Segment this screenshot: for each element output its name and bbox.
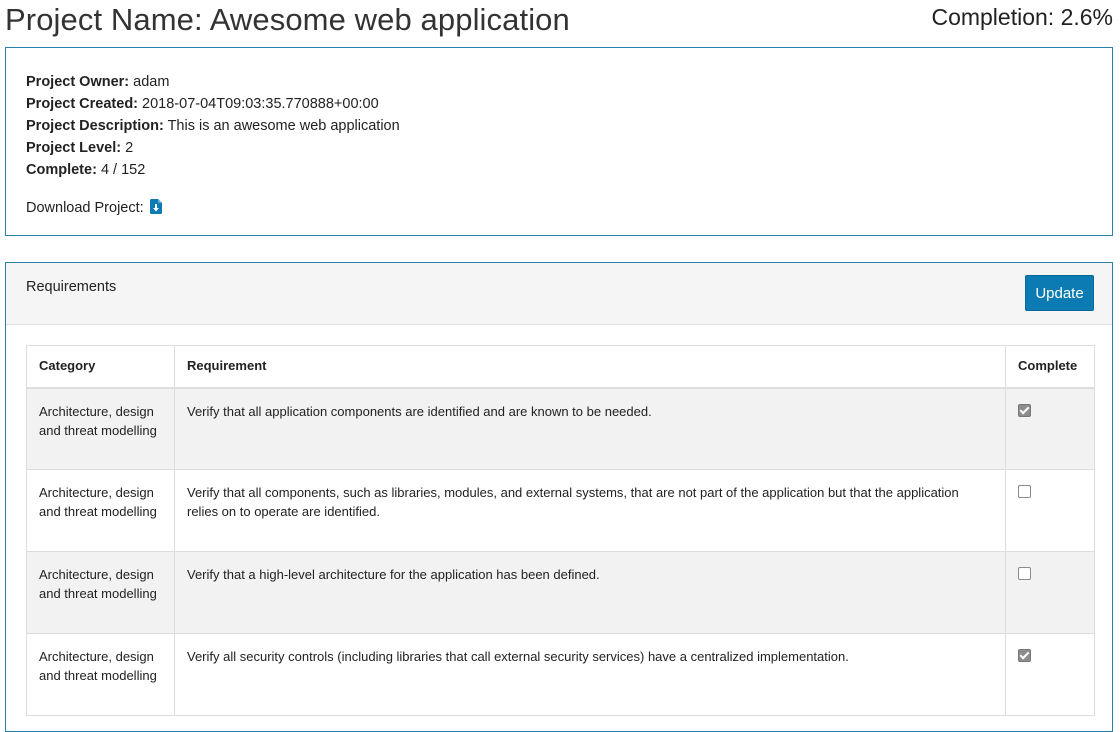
project-complete-label: Complete: bbox=[26, 162, 97, 178]
project-level-label: Project Level: bbox=[26, 140, 122, 156]
page-header bbox=[0, 0, 1120, 46]
column-header-category: Category bbox=[27, 346, 175, 388]
category-cell: Architecture, design and threat modelling bbox=[27, 470, 175, 552]
project-complete bbox=[26, 159, 1092, 181]
completion-percentage: Completion: 2.6% bbox=[931, 4, 1113, 30]
table-row bbox=[27, 634, 1095, 716]
project-created bbox=[26, 93, 1092, 115]
page-title: Project Name: Awesome web application bbox=[5, 2, 570, 37]
complete-checkbox[interactable] bbox=[1018, 485, 1031, 498]
column-header-complete: Complete bbox=[1006, 346, 1095, 388]
category-cell: Architecture, design and threat modelling bbox=[27, 388, 175, 470]
requirement-cell: Verify that all application components are identified and are known to be needed. bbox=[175, 388, 1006, 470]
download-project bbox=[26, 197, 1092, 219]
project-owner-label: Project Owner: bbox=[26, 74, 130, 90]
project-description-label: Project Description: bbox=[26, 118, 164, 134]
complete-checkbox[interactable] bbox=[1018, 649, 1031, 662]
file-download-icon[interactable] bbox=[150, 199, 162, 214]
project-owner bbox=[26, 71, 1092, 93]
complete-checkbox[interactable] bbox=[1018, 567, 1031, 580]
table-row bbox=[27, 388, 1095, 470]
project-created-label: Project Created: bbox=[26, 96, 139, 112]
table-header-row bbox=[27, 346, 1095, 388]
update-button[interactable]: Update bbox=[1025, 275, 1094, 311]
requirements-title: Requirements bbox=[26, 279, 117, 295]
project-created-value: 2018-07-04T09:03:35.770888+00:00 bbox=[142, 96, 379, 112]
project-owner-value: adam bbox=[133, 74, 170, 90]
complete-cell bbox=[1006, 470, 1095, 552]
requirements-table bbox=[26, 345, 1095, 716]
complete-checkbox[interactable] bbox=[1018, 404, 1031, 417]
requirements-heading bbox=[6, 263, 1112, 325]
complete-cell bbox=[1006, 634, 1095, 716]
complete-cell bbox=[1006, 552, 1095, 634]
project-description bbox=[26, 115, 1092, 137]
requirements-table-wrap bbox=[26, 345, 1095, 716]
complete-cell bbox=[1006, 388, 1095, 470]
project-complete-value: 4 / 152 bbox=[100, 162, 146, 178]
download-project-label: Download Project: bbox=[26, 200, 144, 216]
requirement-cell: Verify all security controls (including libraries that call external security services) have a centralized implementation. bbox=[175, 634, 1006, 716]
table-row bbox=[27, 552, 1095, 634]
requirement-cell: Verify that all components, such as libraries, modules, and external systems, that are not part of the application but that the application relies on to operate are identified. bbox=[175, 470, 1006, 552]
project-description-value: This is an awesome web application bbox=[167, 118, 400, 134]
table-row bbox=[27, 470, 1095, 552]
project-level-value: 2 bbox=[125, 140, 134, 156]
requirements-panel bbox=[5, 262, 1113, 732]
category-cell: Architecture, design and threat modelling bbox=[27, 552, 175, 634]
column-header-requirement: Requirement bbox=[175, 346, 1006, 388]
project-level bbox=[26, 137, 1092, 159]
category-cell: Architecture, design and threat modelling bbox=[27, 634, 175, 716]
requirement-cell: Verify that a high-level architecture for the application has been defined. bbox=[175, 552, 1006, 634]
project-info-panel bbox=[5, 47, 1113, 236]
